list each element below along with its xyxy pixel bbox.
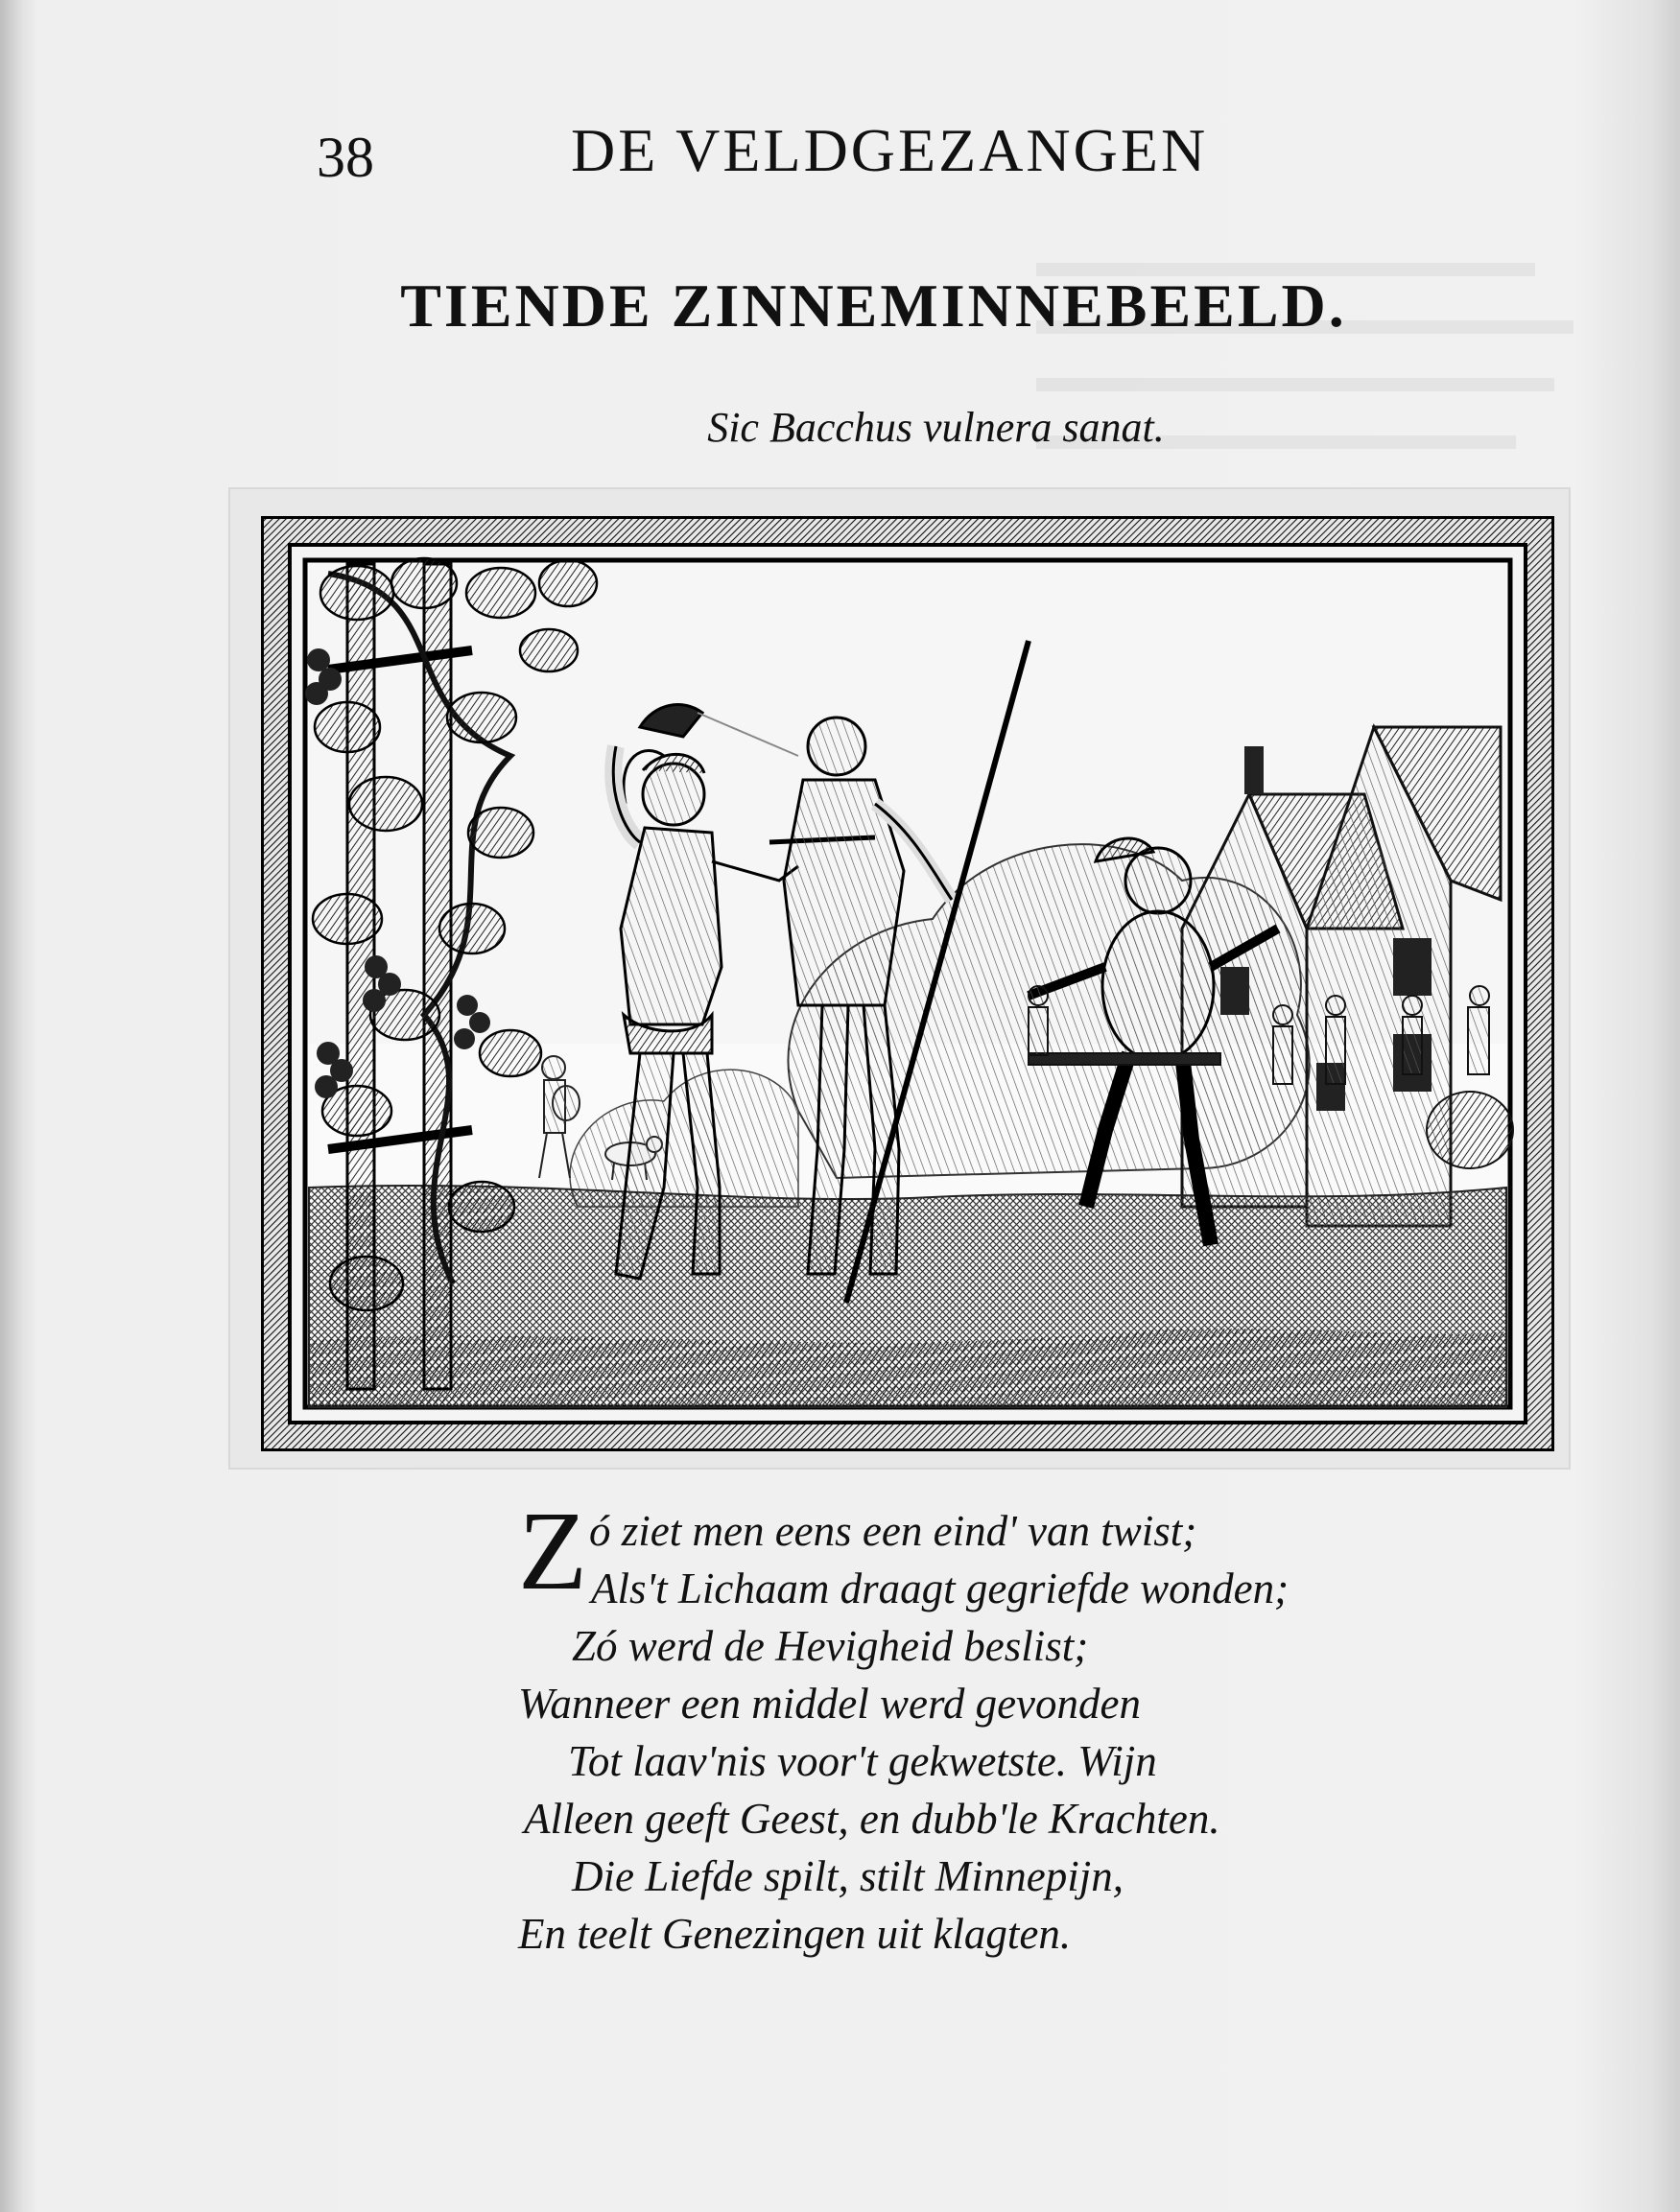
wine-barrel <box>1427 1092 1513 1168</box>
page-number: 38 <box>317 126 374 189</box>
poem-line-7: Die Liefde spilt, stilt Minnepijn, <box>572 1852 1124 1900</box>
poem-line-6: Alleen geeft Geest, en dubb'le Krachten. <box>524 1795 1220 1843</box>
poem-line-3: Zó werd de Hevigheid beslist; <box>572 1622 1089 1670</box>
poem-line-4: Wanneer een middel werd gevonden <box>518 1680 1141 1728</box>
poem-line-2: Als't Lichaam draagt gegriefde wonden; <box>591 1565 1290 1612</box>
running-title: DE VELDGEZANGEN <box>571 116 1209 184</box>
poem-line-8: En teelt Genezingen uit klagten. <box>518 1910 1072 1958</box>
poem-line-1: ó ziet men eens een eind' van twist; <box>589 1507 1197 1555</box>
emblem-title: TIENDE ZINNEMINNEBEELD. <box>400 271 1347 340</box>
emblem-motto: Sic Bacchus vulnera sanat. <box>707 404 1165 451</box>
poem-line-5: Tot laav'nis voor't gekwetste. Wijn <box>568 1737 1157 1785</box>
engraving-illustration <box>261 516 1554 1451</box>
running-head <box>317 115 1334 192</box>
poem-drop-cap: Z <box>518 1488 588 1613</box>
